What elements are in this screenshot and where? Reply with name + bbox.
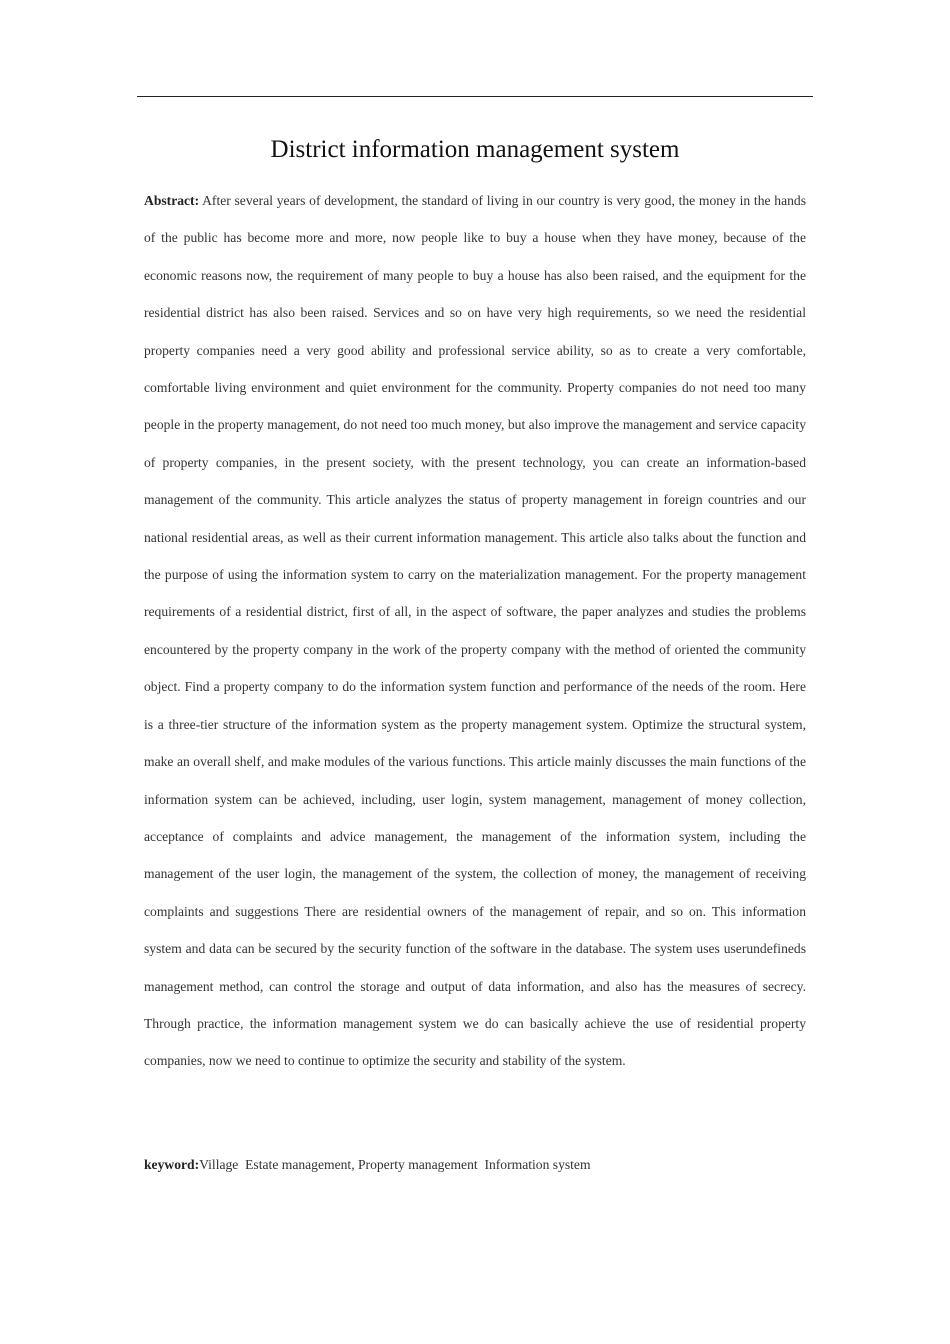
keyword-text: Village Estate management, Property management Information system — [199, 1157, 591, 1172]
header-rule — [137, 96, 813, 97]
abstract-text: After several years of development, the standard of living in our country is very good, the money in the hands of the public has become more and more, now people like to buy a house when they have money, because of the economic reasons now, the requirement of many people to buy a house has also been raised, and the equipment for the residential district has also been raised. Services and so on have very high requirements, so we need the residential property companies need a very good ability and professional service ability, so as to create a very comfortable, comfortable living environment and quiet environment for the community. Property companies do not need too many people in the property management, do not need too much money, but also improve the management and service capacity of property companies, in the present society, with the present technology, you can create an information-based management of the community. This article analyzes the status of property management in foreign countries and our national residential areas, as well as their current information management. This article also talks about the function and the purpose of using the information system to carry on the materialization management. For the property management requirements of a residential district, first of all, in the aspect of software, the paper analyzes and studies the problems encountered by the property company in the work of the property company with the method of oriented the community object. Find a property company to do the information system function and performance of the needs of the room. Here is a three-tier structure of the information system as the property management system. Optimize the structural system, make an overall shelf, and make modules of the various functions. This article mainly discusses the main functions of the information system can be achieved, including, user login, system management, management of money collection, acceptance of complaints and advice management, the management of the information system, including the management of the user login, the management of the system, the collection of money, the management of receiving complaints and suggestions There are residential owners of the management of repair, and so on. This information system and data can be secured by the security function of the software in the database. The system uses userundefineds management method, can control the storage and output of data information, and also has the measures of secrecy. Through practice, the information management system we do can basically achieve the use of residential property companies, now we need to continue to optimize the security and stability of the system. — [144, 193, 806, 1069]
keyword-label: keyword: — [144, 1157, 200, 1172]
abstract-paragraph — [144, 182, 806, 1080]
abstract-label: Abstract: — [144, 193, 200, 208]
paper-title: District information management system — [270, 136, 680, 163]
keywords-line — [144, 1146, 806, 1183]
